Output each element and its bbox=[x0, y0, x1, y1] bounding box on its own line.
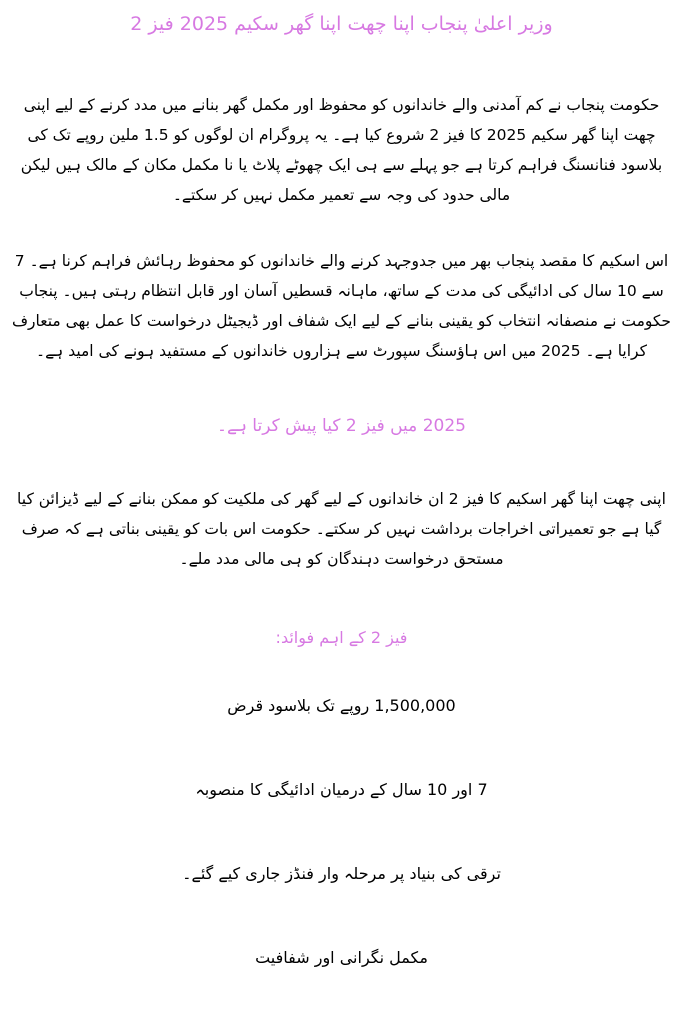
list-item: ترقی کی بنیاد پر مرحلہ وار فنڈز جاری کیے گئے۔ bbox=[182, 864, 501, 883]
intro-paragraph: حکومت پنجاب نے کم آمدنی والے خاندانوں کو محفوظ اور مکمل گھر بنانے میں مدد کرنے کے لیے اپنی چھت اپنا گھر سکیم 2025 کا فیز 2 شروع کیا ہے۔ یہ پروگرام ان لوگوں کو 1.5 ملین روپے تک کی بلاسود فنانسنگ فراہم کرتا ہے جو پہلے سے ہی ایک چھوٹے پلاٹ یا نا مکمل مکان کے مالک ہیں لیکن مالی حدود کی وجہ سے تعمیر مکمل نہیں کر سکتے۔ bbox=[20, 96, 663, 204]
article bbox=[0, 10, 683, 1028]
list-item: 7 اور 10 سال کے درمیان ادائیگی کا منصوبہ bbox=[195, 780, 488, 799]
section-paragraph: اپنی چھت اپنا گھر اسکیم کا فیز 2 ان خاندانوں کے لیے گھر کی ملکیت کو ممکن بنانے کے لیے ڈیزائن کیا گیا ہے جو تعمیراتی اخراجات برداشت نہیں کر سکتے۔ حکومت اس بات کو یقینی بناتی ہے کہ صرف مستحق درخواست دہندگان کو ہی مالی مدد ملے۔ bbox=[17, 490, 666, 568]
benefits-list bbox=[8, 692, 675, 1028]
benefits-heading: فیز 2 کے اہم فوائد: bbox=[275, 628, 408, 647]
page-title: وزیر اعلیٰ پنجاب اپنا چھت اپنا گھر سکیم 2025 فیز 2 bbox=[130, 13, 553, 35]
list-item: 1,500,000 روپے تک بلاسود قرض bbox=[227, 696, 456, 715]
list-item: مکمل نگرانی اور شفافیت bbox=[255, 948, 428, 967]
scheme-purpose-paragraph: اس اسکیم کا مقصد پنجاب بھر میں جدوجہد کرنے والے خاندانوں کو محفوظ رہائش فراہم کرنا ہے۔ 7 سے 10 سال کی ادائیگی کی مدت کے ساتھ، ماہانہ قسطیں آسان اور قابل انتظام رہتی ہیں۔ پنجاب حکومت نے منصفانہ انتخاب کو یقینی بنانے کے لیے ایک شفاف اور ڈیجیٹل درخواست کا عمل بھی متعارف کرایا ہے۔ 2025 میں اس ہاؤسنگ سپورٹ سے ہزاروں خاندانوں کے مستفید ہونے کی امید ہے۔ bbox=[11, 252, 672, 360]
section-heading: 2025 میں فیز 2 کیا پیش کرتا ہے۔ bbox=[217, 416, 466, 436]
